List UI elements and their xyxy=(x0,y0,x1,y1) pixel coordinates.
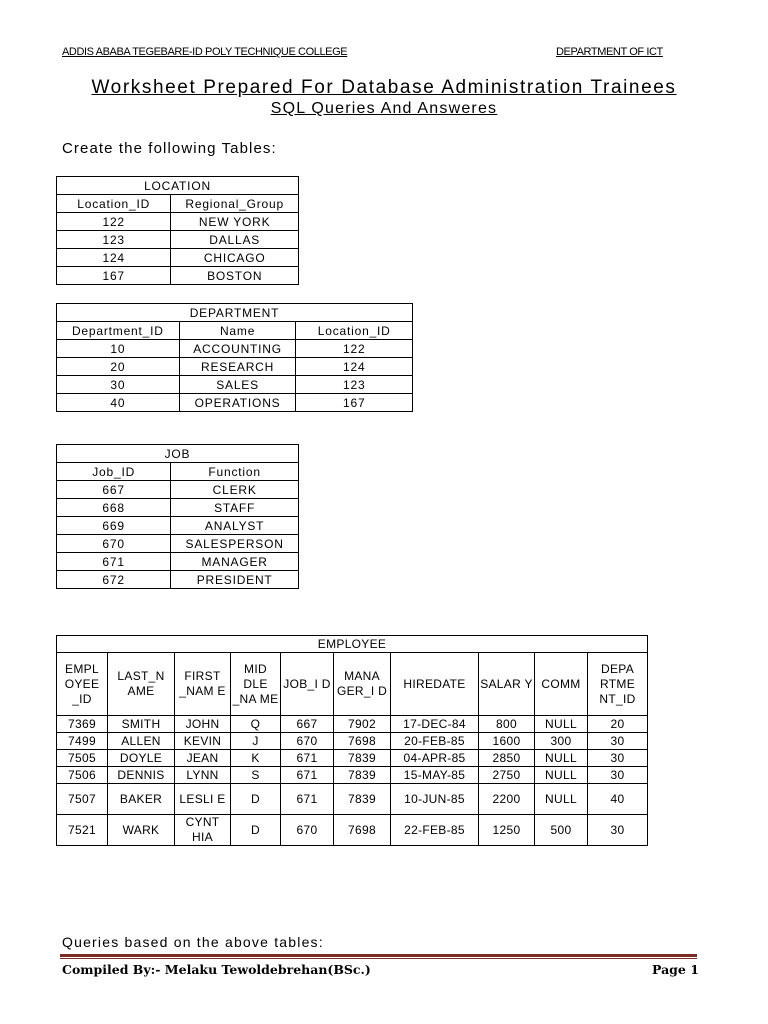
table-cell: OPERATIONS xyxy=(179,394,296,412)
table-cell: NULL xyxy=(535,750,588,767)
table-row xyxy=(57,553,299,571)
table-cell: 167 xyxy=(296,394,413,412)
employee-table xyxy=(56,635,648,846)
table-row xyxy=(57,376,413,394)
column-header: Job_ID xyxy=(57,463,171,481)
table-cell: 20-FEB-85 xyxy=(391,733,479,750)
table-cell: NULL xyxy=(535,784,588,815)
table-cell: ALLEN xyxy=(108,733,175,750)
table-cell: 7521 xyxy=(57,815,108,846)
table-cell: 20 xyxy=(588,716,648,733)
table-cell: 30 xyxy=(588,733,648,750)
table-cell: D xyxy=(231,815,281,846)
table-cell: 40 xyxy=(588,784,648,815)
table-cell: 500 xyxy=(535,815,588,846)
table-cell: 7698 xyxy=(334,815,391,846)
table-header-row xyxy=(57,653,648,716)
table-cell: 671 xyxy=(281,784,334,815)
column-header: Name xyxy=(179,322,296,340)
table-cell: NEW YORK xyxy=(171,213,299,231)
page-title: Worksheet Prepared For Database Administration Trainees xyxy=(91,77,677,98)
table-cell: 7505 xyxy=(57,750,108,767)
table-cell: LYNN xyxy=(175,767,231,784)
column-header: Department_ID xyxy=(57,322,180,340)
table-cell: 122 xyxy=(296,340,413,358)
table-cell: NULL xyxy=(535,716,588,733)
table-cell: 670 xyxy=(57,535,171,553)
table-cell: 1250 xyxy=(479,815,535,846)
table-cell: DALLAS xyxy=(171,231,299,249)
table-cell: 7839 xyxy=(334,767,391,784)
table-cell: 7698 xyxy=(334,733,391,750)
table-cell: 22-FEB-85 xyxy=(391,815,479,846)
table-row xyxy=(57,535,299,553)
column-header: LAST_N AME xyxy=(108,653,175,716)
column-header: Location_ID xyxy=(296,322,413,340)
table-cell: 124 xyxy=(57,249,171,267)
page-subtitle: SQL Queries And Answeres xyxy=(270,100,498,117)
table-cell: 123 xyxy=(57,231,171,249)
table-row xyxy=(57,481,299,499)
table-cell: BOSTON xyxy=(171,267,299,285)
column-header: JOB_I D xyxy=(281,653,334,716)
table-cell: 667 xyxy=(57,481,171,499)
column-header: EMPL OYEE _ID xyxy=(57,653,108,716)
table-cell: 20 xyxy=(57,358,180,376)
table-cell: PRESIDENT xyxy=(171,571,299,589)
table-row xyxy=(57,340,413,358)
table-cell: DENNIS xyxy=(108,767,175,784)
table-cell: 2850 xyxy=(479,750,535,767)
table-cell: 7506 xyxy=(57,767,108,784)
table-cell: 2750 xyxy=(479,767,535,784)
table-cell: 10-JUN-85 xyxy=(391,784,479,815)
table-cell: CLERK xyxy=(171,481,299,499)
table-row xyxy=(57,499,299,517)
table-cell: ACCOUNTING xyxy=(179,340,296,358)
table-cell: RESEARCH xyxy=(179,358,296,376)
table-cell: S xyxy=(231,767,281,784)
column-header: MANA GER_I D xyxy=(334,653,391,716)
table-cell: 2200 xyxy=(479,784,535,815)
table-cell: CYNT HIA xyxy=(175,815,231,846)
table-cell: 7369 xyxy=(57,716,108,733)
table-cell: 30 xyxy=(588,767,648,784)
table-cell: K xyxy=(231,750,281,767)
table-row xyxy=(57,394,413,412)
queries-heading: Queries based on the above tables: xyxy=(62,934,324,950)
footer-rule-thin xyxy=(60,958,697,959)
table-cell: STAFF xyxy=(171,499,299,517)
table-cell: 7499 xyxy=(57,733,108,750)
footer-rule xyxy=(60,954,697,957)
table-row xyxy=(57,213,299,231)
table-cell: 671 xyxy=(57,553,171,571)
table-row xyxy=(57,231,299,249)
table-row xyxy=(57,517,299,535)
table-cell: WARK xyxy=(108,815,175,846)
table-cell: NULL xyxy=(535,767,588,784)
table-cell: 122 xyxy=(57,213,171,231)
table-cell: 30 xyxy=(57,376,180,394)
table-header-row xyxy=(57,322,413,340)
table-row xyxy=(57,716,648,733)
table-row xyxy=(57,815,648,846)
table-cell: 7839 xyxy=(334,784,391,815)
table-cell: LESLI E xyxy=(175,784,231,815)
table-cell: 30 xyxy=(588,815,648,846)
table-cell: 7902 xyxy=(334,716,391,733)
table-cell: J xyxy=(231,733,281,750)
table-cell: DOYLE xyxy=(108,750,175,767)
table-cell: 123 xyxy=(296,376,413,394)
table-row xyxy=(57,767,648,784)
table-cell: MANAGER xyxy=(171,553,299,571)
table-row xyxy=(57,571,299,589)
column-header: Location_ID xyxy=(57,195,171,213)
table-header-row xyxy=(57,463,299,481)
table-cell: 40 xyxy=(57,394,180,412)
table-cell: ANALYST xyxy=(171,517,299,535)
table-cell: 30 xyxy=(588,750,648,767)
table-cell: SALES xyxy=(179,376,296,394)
table-cell: 671 xyxy=(281,767,334,784)
table-cell: 667 xyxy=(281,716,334,733)
table-cell: 04-APR-85 xyxy=(391,750,479,767)
table-caption: DEPARTMENT xyxy=(57,304,413,322)
column-header: FIRST _NAM E xyxy=(175,653,231,716)
table-cell: 124 xyxy=(296,358,413,376)
table-cell: BAKER xyxy=(108,784,175,815)
table-cell: JEAN xyxy=(175,750,231,767)
table-cell: 10 xyxy=(57,340,180,358)
table-cell: 672 xyxy=(57,571,171,589)
department-table xyxy=(56,303,413,412)
header-department: DEPARTMENT OF ICT xyxy=(556,46,663,58)
intro-text: Create the following Tables: xyxy=(62,140,277,157)
table-row xyxy=(57,358,413,376)
table-cell: Q xyxy=(231,716,281,733)
table-caption: LOCATION xyxy=(57,177,299,195)
header-college: ADDIS ABABA TEGEBARE-ID POLY TECHNIQUE COLLEGE xyxy=(62,46,348,58)
column-header: Function xyxy=(171,463,299,481)
column-header: SALAR Y xyxy=(479,653,535,716)
column-header: Regional_Group xyxy=(171,195,299,213)
table-row xyxy=(57,750,648,767)
table-cell: 671 xyxy=(281,750,334,767)
table-cell: SALESPERSON xyxy=(171,535,299,553)
table-caption: EMPLOYEE xyxy=(57,636,648,653)
table-row xyxy=(57,733,648,750)
table-cell: KEVIN xyxy=(175,733,231,750)
table-cell: SMITH xyxy=(108,716,175,733)
table-cell: JOHN xyxy=(175,716,231,733)
table-cell: 15-MAY-85 xyxy=(391,767,479,784)
table-cell: 17-DEC-84 xyxy=(391,716,479,733)
table-cell: 800 xyxy=(479,716,535,733)
column-header: COMM xyxy=(535,653,588,716)
job-table xyxy=(56,444,299,589)
table-header-row xyxy=(57,195,299,213)
table-caption: JOB xyxy=(57,445,299,463)
table-cell: 300 xyxy=(535,733,588,750)
table-cell: 669 xyxy=(57,517,171,535)
table-cell: 1600 xyxy=(479,733,535,750)
page-number: Page 1 xyxy=(652,962,699,977)
table-cell: 668 xyxy=(57,499,171,517)
table-row xyxy=(57,267,299,285)
table-cell: 167 xyxy=(57,267,171,285)
table-cell: 670 xyxy=(281,733,334,750)
table-cell: D xyxy=(231,784,281,815)
table-cell: 7839 xyxy=(334,750,391,767)
location-table xyxy=(56,176,299,285)
table-cell: 670 xyxy=(281,815,334,846)
table-cell: CHICAGO xyxy=(171,249,299,267)
footer-author: Compiled By:- Melaku Tewoldebrehan(BSc.) xyxy=(62,962,371,977)
column-header: DEPA RTME NT_ID xyxy=(588,653,648,716)
column-header: MID DLE _NA ME xyxy=(231,653,281,716)
table-row xyxy=(57,784,648,815)
table-row xyxy=(57,249,299,267)
column-header: HIREDATE xyxy=(391,653,479,716)
table-cell: 7507 xyxy=(57,784,108,815)
